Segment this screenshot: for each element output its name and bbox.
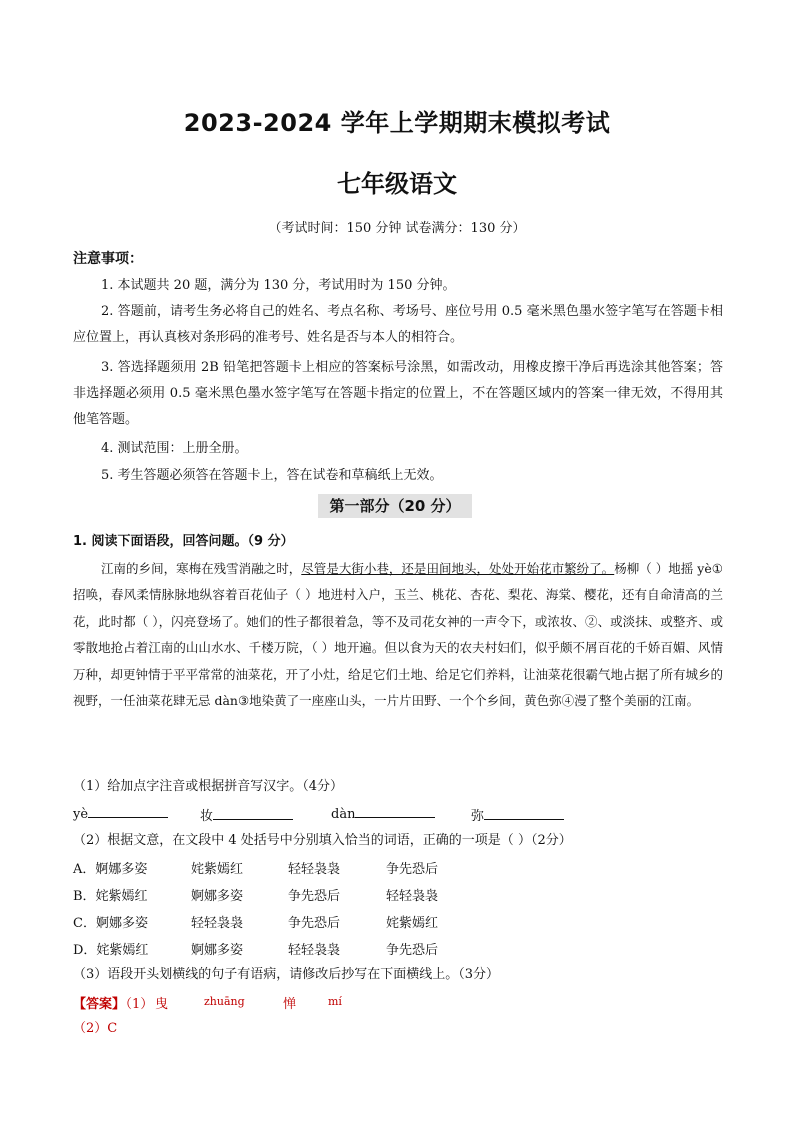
answer-value: 惮 [283, 997, 297, 1012]
question-1-stem: 1. 阅读下面语段，回答问题。（9 分） [73, 534, 294, 549]
answer-part-1-prefix: （1） [119, 997, 154, 1012]
answer-part-2: （2）C [73, 1021, 118, 1036]
fill-item: 弥 [471, 809, 485, 824]
passage-rest: 杨柳（ ）地摇 yè①招唤，春风柔情脉脉地纵容着百花仙子（ ）地进村入户，玉兰、桃花、杏花、梨花、海棠、樱花，还有自命清高的兰花，此时都（ ），闪亮登场了。她们的性子都很着急，等不及司花女神的一声令下，或浓妆、②、或淡抹、或整齐、或零散地抢占着江南的山山水水、千楼万院，（ ）地开遍。但以食为天的农夫村妇们，似乎颇不屑百花的千娇百媚、风情万种，却更钟情于平平常常的油菜花，开了小灶，给足它们土地、给足它们养料，让油菜花很霸气地占据了所有城乡的视野，一任油菜花肆无忌 dàn③地染黄了一座座山头，一片片田野、一个个乡间，黄色弥④漫了整个美丽的江南。 [73, 561, 724, 709]
fill-blank[interactable] [88, 805, 168, 818]
section-banner: 第一部分（20 分） [318, 494, 472, 518]
option-label: B．姹紫嫣红 [73, 889, 148, 904]
sub-question-2: （2）根据文意，在文段中 4 处括号中分别填入恰当的词语，正确的一项是（ ）（2分） [73, 833, 572, 848]
notice-heading: 注意事项： [73, 251, 143, 267]
answer-value: zhuāng [204, 995, 245, 1008]
fill-blank[interactable] [355, 805, 435, 818]
option-word: 轻轻袅袅 [288, 862, 341, 877]
sub-question-3: （3）语段开头划横线的句子有语病，请修改后抄写在下面横线上。（3分） [73, 967, 500, 982]
fill-item: 妆 [200, 809, 214, 824]
option-row[interactable] [73, 858, 723, 878]
fill-item: dàn [331, 807, 356, 822]
notice-item: 5. 考生答题必须答在答题卡上，答在试卷和草稿纸上无效。 [101, 468, 443, 483]
option-label: D．姹紫嫣红 [73, 943, 149, 958]
option-row[interactable] [73, 912, 723, 932]
option-word: 婀娜多姿 [191, 889, 244, 904]
pinyin-fill-row [73, 805, 723, 825]
exam-info: （考试时间：150 分钟 试卷满分：130 分） [268, 221, 526, 236]
option-word: 争先恐后 [386, 862, 439, 877]
option-label: C．婀娜多姿 [73, 916, 148, 931]
fill-item: yè [73, 807, 89, 822]
option-word: 争先恐后 [288, 889, 341, 904]
option-word: 轻轻袅袅 [386, 889, 439, 904]
sub-question-1: （1）给加点字注音或根据拼音写汉字。（4分） [73, 779, 344, 794]
answer-value: 曳 [155, 997, 169, 1012]
exam-title: 2023-2024 学年上学期期末模拟考试 [183, 109, 611, 137]
notice-item: 2. 答题前，请考生务必将自己的姓名、考点名称、考场号、座位号用 0.5 毫米黑色墨水签字笔写在答题卡相应位置上，再认真核对条形码的准考号、姓名是否与本人的相符合。 [73, 304, 723, 345]
option-word: 轻轻袅袅 [288, 943, 341, 958]
option-row[interactable] [73, 885, 723, 905]
option-word: 姹紫嫣红 [386, 916, 439, 931]
passage-underlined-sentence: 尽管是大街小巷，还是田间地头，处处开始花市繁纷了。 [301, 561, 615, 576]
option-word: 争先恐后 [386, 943, 439, 958]
answer-label: 【答案】 [73, 997, 126, 1012]
notice-item: 3. 答选择题须用 2B 铅笔把答题卡上相应的答案标号涂黑，如需改动，用橡皮擦干净后再选涂其他答案；答非选择题必须用 0.5 毫米黑色墨水签字笔写在答题卡指定的位置上，不在答题区域内的答案一律无效，不得用其他笔答题。 [73, 360, 723, 427]
option-row[interactable] [73, 939, 723, 959]
fill-blank[interactable] [213, 807, 293, 820]
notice-item: 4. 测试范围：上册全册。 [101, 441, 248, 456]
answer-row [73, 993, 723, 1013]
option-word: 婀娜多姿 [191, 943, 244, 958]
passage-start: 江南的乡间，寒梅在残雪消融之时， [101, 561, 302, 576]
option-word: 轻轻袅袅 [191, 916, 244, 931]
question-1-passage [73, 556, 723, 714]
fill-blank[interactable] [484, 807, 564, 820]
answer-value: mí [328, 995, 342, 1008]
notice-item: 1. 本试题共 20 题，满分为 130 分，考试用时为 150 分钟。 [101, 278, 456, 293]
subject-title: 七年级语文 [337, 170, 457, 198]
option-label: A．婀娜多姿 [73, 862, 148, 877]
option-word: 姹紫嫣红 [191, 862, 244, 877]
option-word: 争先恐后 [288, 916, 341, 931]
